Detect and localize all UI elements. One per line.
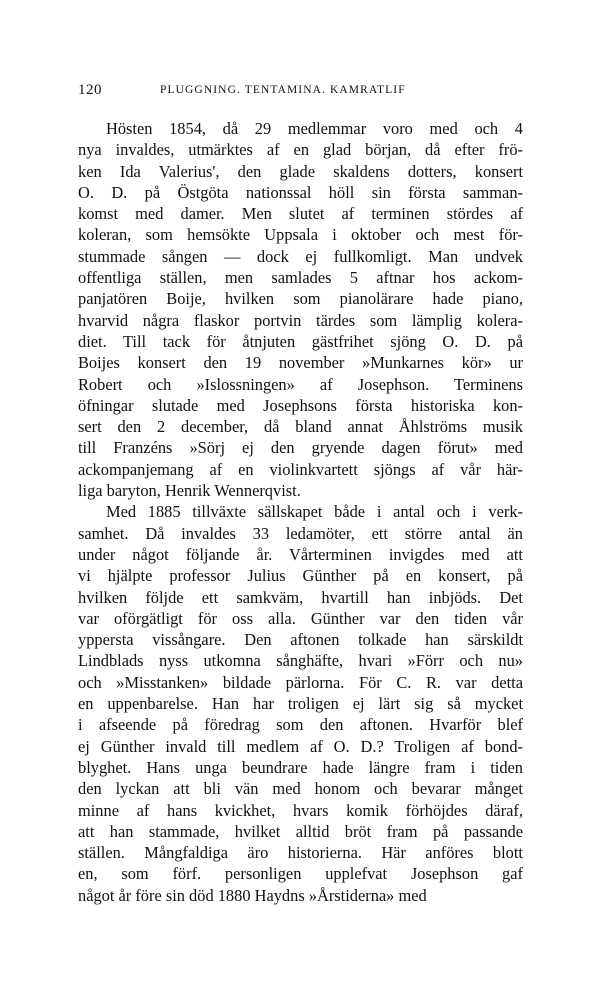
text-line: diet. Till tack för åtnjuten gästfrihet sjöng O. D. på <box>78 331 523 351</box>
text-line: och »Misstanken» bildade pärlorna. För C. R. var detta <box>78 672 523 692</box>
text-line: yppersta vissångare. Den aftonen tolkade han särskildt <box>78 630 523 650</box>
text-line: offentliga ställen, men samlades 5 aftnar hos ackom- <box>78 268 523 288</box>
body-text <box>78 118 523 906</box>
paragraph <box>78 118 523 501</box>
text-line: ställen. Mångfaldiga äro historierna. Här anföres blott <box>78 843 523 863</box>
text-line: koleran, som hemsökte Uppsala i oktober och mest för- <box>78 225 523 245</box>
text-line: hvarvid några flaskor portvin tärdes som lämplig kolera- <box>78 310 523 330</box>
text-line: blyghet. Hans unga beundrare hade längre fram i tiden <box>78 757 523 777</box>
paragraph <box>78 501 523 906</box>
text-line: var oförgätligt för oss alla. Günther var den tiden vår <box>78 608 523 628</box>
page-number: 120 <box>78 82 102 98</box>
text-line: ackompanjemang af en violinkvartett sjöngs af vår här- <box>78 459 523 479</box>
text-line: något år före sin död 1880 Haydns »Årstiderna» med <box>78 885 427 905</box>
text-line: hvilken följde ett samkväm, hvartill han inbjöds. Det <box>78 587 523 607</box>
text-line: nya invaldes, utmärktes af en glad början, då efter frö- <box>78 140 523 160</box>
text-line: minne af hans kvickhet, hvars komik förhöjdes däraf, <box>78 800 523 820</box>
text-line: stummade sången — dock ej fullkomligt. Man undvek <box>78 246 523 266</box>
text-line: öfningar slutade med Josephsons första historiska kon- <box>78 395 523 415</box>
text-line: liga baryton, Henrik Wennerqvist. <box>78 481 301 501</box>
text-line: panjatören Boije, hvilken som pianolärare hade piano, <box>78 289 523 309</box>
text-line: Boijes konsert den 19 november »Munkarnes kör» ur <box>78 353 523 373</box>
text-line: till Franzéns »Sörj ej den gryende dagen förut» med <box>78 438 523 458</box>
text-line: sert den 2 december, då bland annat Åhlströms musik <box>78 417 523 437</box>
text-line: vi hjälpte professor Julius Günther på en konsert, på <box>78 566 523 586</box>
text-line: en, som förf. personligen upplefvat Josephson gaf <box>78 864 523 884</box>
text-line: Med 1885 tillväxte sällskapet både i antal och i verk- <box>106 502 523 522</box>
text-line: i afseende på föredrag som den aftonen. Hvarför blef <box>78 715 523 735</box>
text-line: Lindblads nyss utkomna sånghäfte, hvari »Förr och nu» <box>78 651 523 671</box>
page-header <box>78 82 528 102</box>
text-line: O. D. på Östgöta nationssal höll sin första samman- <box>78 182 523 202</box>
text-line: samhet. Då invaldes 33 ledamöter, ett större antal än <box>78 523 523 543</box>
running-head: PLUGGNING. TENTAMINA. KAMRATLIF <box>160 84 406 96</box>
text-line: den lyckan att bli vän med honom och bevarar månget <box>78 779 523 799</box>
text-line: ej Günther invald till medlem af O. D.? Troligen af bond- <box>78 736 523 756</box>
text-line: komst med damer. Men slutet af terminen stördes af <box>78 204 523 224</box>
text-line: att han stammade, hvilket alltid bröt fram på passande <box>78 821 523 841</box>
text-line: en uppenbarelse. Han har troligen ej lärt sig så mycket <box>78 694 523 714</box>
text-line: ken Ida Valerius', den glade skaldens dotters, konsert <box>78 161 523 181</box>
text-line: Hösten 1854, då 29 medlemmar voro med och 4 <box>106 119 523 138</box>
text-line: Robert och »Islossningen» af Josephson. Terminens <box>78 374 523 394</box>
text-line: under något följande år. Vårterminen invigdes med att <box>78 544 523 564</box>
